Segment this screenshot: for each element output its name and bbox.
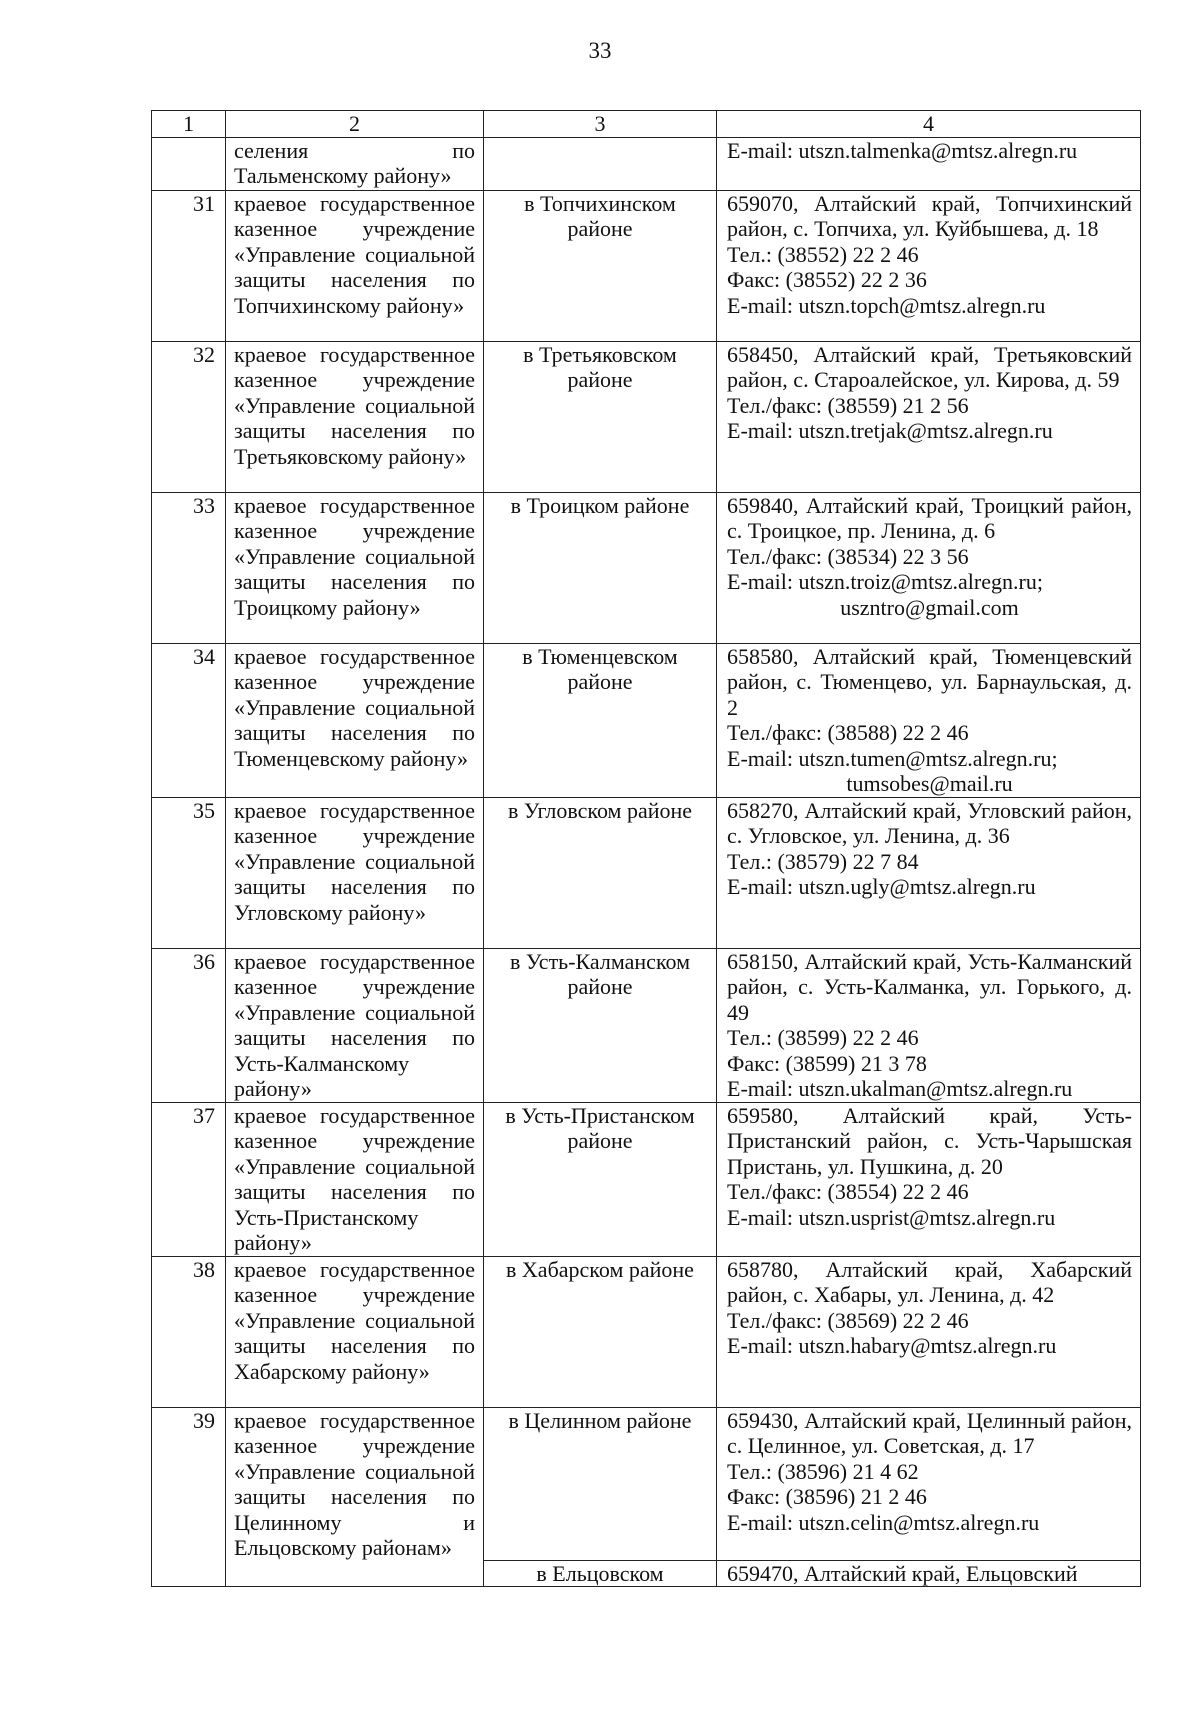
page-number: 33 <box>588 38 612 63</box>
contact-line: Тел./факс: (38588) 22 2 46 <box>727 720 969 745</box>
row-number-cell: 37 <box>152 1102 226 1256</box>
institution-name-cell: краевое государственное казенное учреждение «Управление социальной защиты населения по Топчихинскому району» <box>226 190 484 341</box>
contact-line: Тел./факс: (38569) 22 2 46 <box>727 1307 969 1333</box>
area-cell: в Троицком районе <box>484 492 717 643</box>
area-cell: в Хабарском районе <box>484 1256 717 1407</box>
contact-line: E-mail: utszn.tumen@mtsz.alregn.ru; <box>727 745 1058 771</box>
table-row <box>152 643 1141 797</box>
row-number-cell: 32 <box>152 341 226 492</box>
address-cell <box>717 643 1141 797</box>
contact-line: E-mail: utszn.talmenka@mtsz.alregn.ru <box>727 137 1078 163</box>
contact-line: E-mail: utszn.ugly@mtsz.alregn.ru <box>727 874 1036 899</box>
extra-email-line: tumsobes@mail.ru <box>846 771 1013 796</box>
address-text: 659070, Алтайский край, Топчихинский район, с. Топчиха, ул. Куйбышева, д. 18 <box>727 190 1132 241</box>
institution-name-cell: краевое государственное казенное учреждение «Управление социальной защиты населения по Хабарскому району» <box>226 1256 484 1407</box>
institution-name-cell: краевое государственное казенное учреждение «Управление социальной защиты населения по Усть-Калманскому району» <box>226 948 484 1102</box>
table-row <box>152 1407 1141 1560</box>
area-cell: в Усть-Пристанском районе <box>484 1102 717 1256</box>
table-row <box>152 1256 1141 1407</box>
address-cell <box>717 1407 1141 1560</box>
contact-line: Факс: (38596) 21 2 46 <box>727 1484 927 1509</box>
institution-name-cell: краевое государственное казенное учреждение «Управление социальной защиты населения по Троицкому району» <box>226 492 484 643</box>
table-row <box>152 492 1141 643</box>
institution-name-cell: краевое государственное казенное учреждение «Управление социальной защиты населения по Усть-Пристанскому району» <box>226 1102 484 1256</box>
address-text: 659840, Алтайский край, Троицкий район, с. Троицкое, пр. Ленина, д. 6 <box>727 492 1132 543</box>
area-cell: в Целинном районе <box>484 1407 717 1560</box>
table-row <box>152 1102 1141 1256</box>
contact-line: Тел.: (38596) 21 4 62 <box>727 1458 919 1484</box>
area-cell: в Топчихинском районе <box>484 190 717 341</box>
contact-line: Тел.: (38579) 22 7 84 <box>727 848 919 874</box>
area-cell <box>484 137 717 190</box>
area-cell: в Третьяковском районе <box>484 341 717 492</box>
row-number-cell: 31 <box>152 190 226 341</box>
address-cell <box>717 948 1141 1102</box>
institution-name-cell: селения по Тальменскому району» <box>226 137 484 190</box>
table-row <box>152 948 1141 1102</box>
contact-line: Тел./факс: (38534) 22 3 56 <box>727 543 969 569</box>
contact-line: Факс: (38552) 22 2 36 <box>727 267 927 292</box>
table-header-row <box>152 111 1141 138</box>
contact-line: Тел.: (38599) 22 2 46 <box>727 1025 919 1050</box>
header-cell: 3 <box>484 111 717 138</box>
address-text: 659580, Алтайский край, Усть-Пристанский район, с. Усть-Чарышская Пристань, ул. Пушкина, д. 20 <box>727 1102 1132 1179</box>
area-cell: в Усть-Калманском районе <box>484 948 717 1102</box>
address-text: 658780, Алтайский край, Хабарский район, с. Хабары, ул. Ленина, д. 42 <box>727 1256 1132 1307</box>
contacts-cell <box>717 137 1141 190</box>
row-number-cell: 34 <box>152 643 226 797</box>
contact-line: E-mail: utszn.ukalman@mtsz.alregn.ru <box>727 1076 1073 1101</box>
institution-name-cell: краевое государственное казенное учреждение «Управление социальной защиты населения по Угловскому району» <box>226 797 484 948</box>
address-text: 658580, Алтайский край, Тюменцевский район, с. Тюменцево, ул. Барнаульская, д. 2 <box>727 643 1132 720</box>
table-row <box>152 797 1141 948</box>
area-cell: в Ельцовском <box>484 1560 717 1587</box>
table-row-continuation <box>152 137 1141 190</box>
row-number-cell: 36 <box>152 948 226 1102</box>
contact-line: E-mail: utszn.tretjak@mtsz.alregn.ru <box>727 418 1053 443</box>
institutions-table <box>151 110 1141 1587</box>
extra-email-line: uszntro@gmail.com <box>840 594 1019 620</box>
address-cell <box>717 1102 1141 1256</box>
contact-line: E-mail: utszn.usprist@mtsz.alregn.ru <box>727 1204 1056 1230</box>
address-text: 658270, Алтайский край, Угловский район, с. Угловское, ул. Ленина, д. 36 <box>727 797 1132 848</box>
row-number-cell: 35 <box>152 797 226 948</box>
address-cell <box>717 1256 1141 1407</box>
area-cell: в Тюменцевском районе <box>484 643 717 797</box>
header-cell: 4 <box>717 111 1141 138</box>
address-cell <box>717 341 1141 492</box>
contact-line: Тел./факс: (38554) 22 2 46 <box>727 1179 969 1204</box>
address-cell <box>717 492 1141 643</box>
institution-name-cell: краевое государственное казенное учреждение «Управление социальной защиты населения по Третьяковскому району» <box>226 341 484 492</box>
address-cell <box>717 797 1141 948</box>
area-cell: в Угловском районе <box>484 797 717 948</box>
header-cell: 1 <box>152 111 226 138</box>
table-row <box>152 190 1141 341</box>
contact-line: E-mail: utszn.topch@mtsz.alregn.ru <box>727 292 1046 318</box>
row-number-cell: 38 <box>152 1256 226 1407</box>
address-text: 659430, Алтайский край, Целинный район, с. Целинное, ул. Советская, д. 17 <box>727 1407 1132 1458</box>
address-cell: 659470, Алтайский край, Ельцовский <box>717 1560 1141 1587</box>
contact-line: E-mail: utszn.celin@mtsz.alregn.ru <box>727 1509 1040 1535</box>
address-cell <box>717 190 1141 341</box>
row-number-cell: 39 <box>152 1407 226 1587</box>
contact-line: Факс: (38599) 21 3 78 <box>727 1050 927 1076</box>
contact-line: Тел./факс: (38559) 21 2 56 <box>727 392 969 418</box>
institution-name-cell: краевое государственное казенное учреждение «Управление социальной защиты населения по Целинному и Ельцовскому районам» <box>226 1407 484 1587</box>
row-number-cell: 33 <box>152 492 226 643</box>
row-number-cell <box>152 137 226 190</box>
contact-line: E-mail: utszn.habary@mtsz.alregn.ru <box>727 1333 1057 1358</box>
table-row <box>152 341 1141 492</box>
header-cell: 2 <box>226 111 484 138</box>
contact-line: Тел.: (38552) 22 2 46 <box>727 241 919 267</box>
contact-line: E-mail: utszn.troiz@mtsz.alregn.ru; <box>727 569 1043 594</box>
institution-name-cell: краевое государственное казенное учреждение «Управление социальной защиты населения по Тюменцевскому району» <box>226 643 484 797</box>
address-text: 658450, Алтайский край, Третьяковский район, с. Староалейское, ул. Кирова, д. 59 <box>727 341 1132 392</box>
address-text: 658150, Алтайский край, Усть-Калманский район, с. Усть-Калманка, ул. Горького, д. 49 <box>727 948 1132 1025</box>
